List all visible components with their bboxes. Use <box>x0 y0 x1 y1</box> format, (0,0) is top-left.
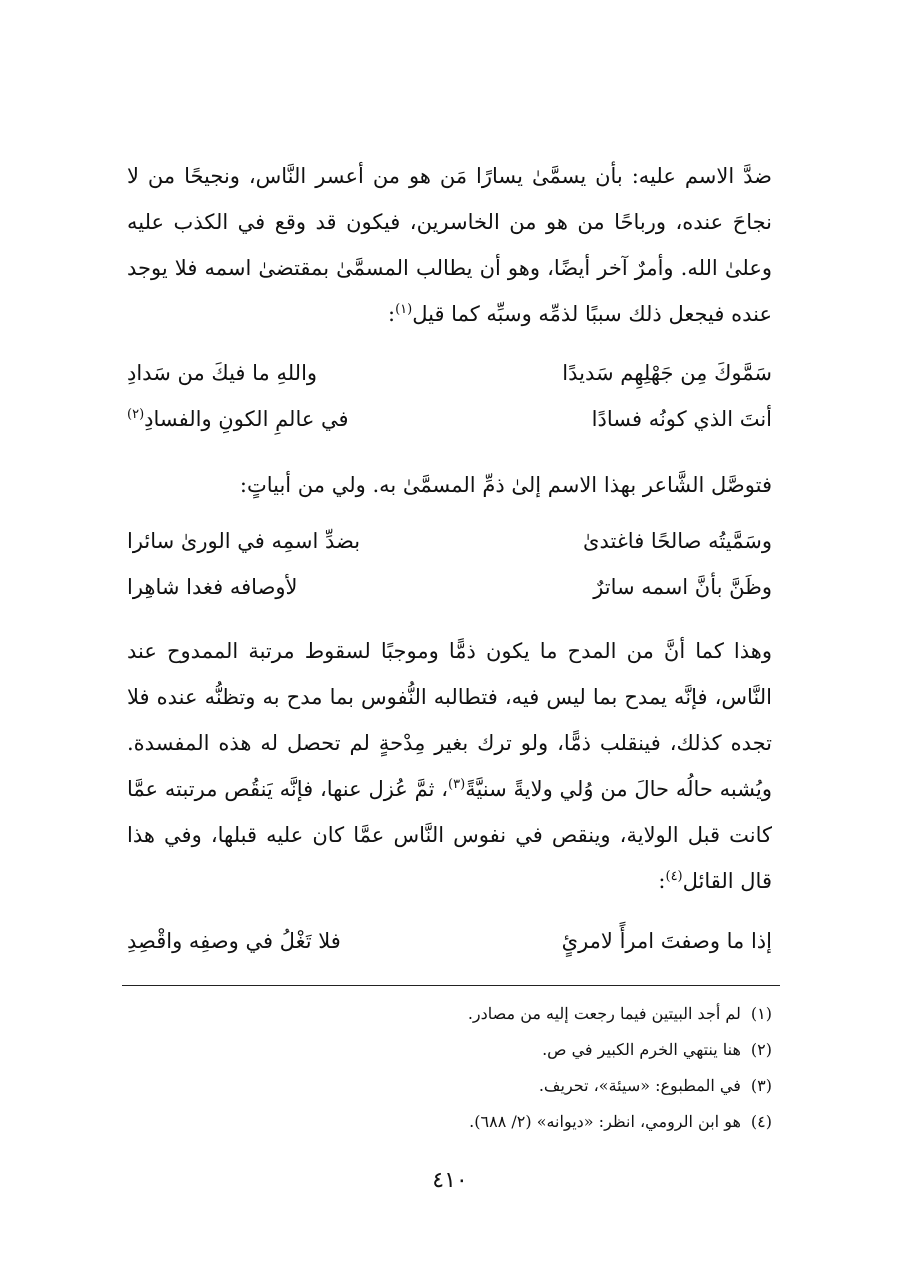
poem-verses-1 <box>127 350 772 442</box>
paragraph-3 <box>127 628 772 904</box>
paragraph-3-text-b: ، ثمَّ عُزل عنها، فإنَّه يَنقُص مرتبته عمَّا كانت قبل الولاية، وينقص في نفوس النَّاس عمَّا كان عليه قبلها، وفي هذا قال القائل <box>127 777 772 893</box>
footnote-text: لم أجد البيتين فيما رجعت إليه من مصادر. <box>467 1004 741 1023</box>
verse-second-hemistich-text: واللهِ ما فيكَ من سَدادِ <box>127 361 318 385</box>
verse-line <box>127 564 772 610</box>
footnote-text: هنا ينتهي الخرم الكبير في ص. <box>542 1040 741 1059</box>
paragraph-1-colon: : <box>388 302 396 326</box>
footnote-item <box>127 996 772 1032</box>
verse-line <box>127 518 772 564</box>
poem-verses-3 <box>127 918 772 964</box>
verse-first-hemistich: أنتَ الذي كونُه فسادًا <box>591 407 772 431</box>
verse-first-hemistich: وسَمَّيتُه صالحًا فاغتدىٰ <box>583 529 772 553</box>
verse-first-hemistich: إذا ما وصفتَ امرأً لامرئٍ <box>561 929 772 953</box>
verse-second-hemistich-text: في عالمِ الكونِ والفسادِ <box>144 407 349 431</box>
verse-second-hemistich <box>127 396 427 442</box>
poem-verses-2 <box>127 518 772 610</box>
verse-second-hemistich: فلا تَغْلُ في وصفِه واقْصِدِ <box>127 929 341 953</box>
footnotes-list <box>127 996 772 1140</box>
footnote-ref-2[interactable]: (٢) <box>127 407 145 422</box>
paragraph-1 <box>127 153 772 337</box>
verse-first-hemistich: سَمَّوكَ مِن جَهْلِهِم سَديدًا <box>562 361 772 385</box>
verse-line <box>127 350 772 396</box>
footnote-text: في المطبوع: «سيئة»، تحريف. <box>538 1076 741 1095</box>
footnote-number: (١) <box>750 1004 772 1023</box>
footnote-ref-4[interactable]: (٤) <box>665 869 683 884</box>
footnote-number: (٣) <box>750 1076 772 1095</box>
footnote-ref-3[interactable]: (٣) <box>448 777 466 792</box>
footnote-text: هو ابن الرومي، انظر: «ديوانه» (٢/ ٦٨٨). <box>469 1112 741 1131</box>
footnote-item <box>127 1104 772 1140</box>
verse-first-hemistich: وظَنَّ بأنَّ اسمه ساترٌ <box>593 575 772 599</box>
footnote-number: (٢) <box>750 1040 772 1059</box>
verse-line <box>127 918 772 964</box>
paragraph-3-text-a: وهذا كما أنَّ من المدح ما يكون ذمًّا وموجبًا لسقوط مرتبة الممدوح عند النَّاس، فإنَّه يمدح بما ليس فيه، فتطالبه النُّفوس بما مدح به وتظنُّه عنده فلا تجده كذلك، فينقلب ذمًّا، ولو ترك بغير مِدْحةٍ لم تحصل له هذه المفسدة. ويُشبه حالُه حالَ من وُلي ولايةً سنيَّةً <box>127 639 772 801</box>
verse-second-hemistich <box>127 350 427 396</box>
footnote-item <box>127 1032 772 1068</box>
footnote-number: (٤) <box>750 1112 772 1131</box>
verse-second-hemistich: لأوصافه فغدا شاهِرا <box>127 575 298 599</box>
verse-line <box>127 396 772 442</box>
footnote-divider <box>122 985 780 986</box>
paragraph-1-text: ضدَّ الاسم عليه: بأن يسمَّىٰ يسارًا مَن هو من أعسر النَّاس، ونجيحًا من لا نجاحَ عنده، ورباحًا من هو من الخاسرين، فيكون قد وقع في الكذب عليه وعلىٰ الله. وأمرٌ آخر أيضًا، وهو أن يطالب المسمَّىٰ بمقتضىٰ اسمه فلا يوجد عنده فيجعل ذلك سببًا لذمِّه وسبِّه كما قيل <box>127 164 772 326</box>
footnote-item <box>127 1068 772 1104</box>
page-number: ٤١٠ <box>432 1168 468 1193</box>
verse-second-hemistich: بضدِّ اسمِه في الورىٰ سائرا <box>127 529 361 553</box>
paragraph-2: فتوصَّل الشَّاعر بهذا الاسم إلىٰ ذمِّ المسمَّىٰ به. ولي من أبياتٍ: <box>239 473 772 497</box>
paragraph-3-colon: : <box>658 869 666 893</box>
footnote-ref-1[interactable]: (١) <box>395 302 413 317</box>
